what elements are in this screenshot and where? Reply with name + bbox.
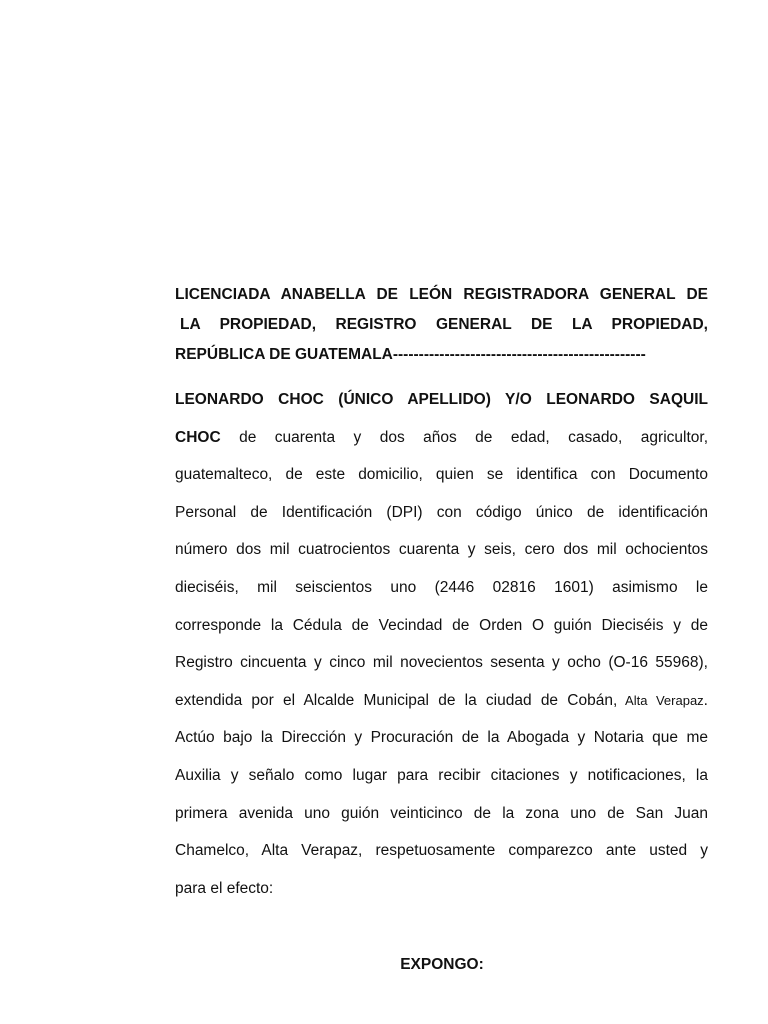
addressee-line-3: REPÚBLICA DE GUATEMALA------------------------------------------------- — [175, 346, 646, 363]
body-line-13: Chamelco, Alta Verapaz, respetuosamente comparezco ante usted y — [175, 842, 708, 860]
body-line-9-end: . — [703, 691, 708, 709]
body-line-8: Registro cincuenta y cinco mil novecientos sesenta y ocho (O-16 55968), — [175, 654, 708, 672]
body-line-2 — [175, 419, 708, 457]
addressee-line-1: LICENCIADA ANABELLA DE LEÓN REGISTRADORA GENERAL DE — [175, 286, 708, 303]
body-line-14: para el efecto: — [175, 879, 274, 897]
body-line-12: primera avenida uno guión veinticinco de la zona uno de San Juan — [175, 804, 708, 822]
body-line-3: guatemalteco, de este domicilio, quien se identifica con Documento — [175, 466, 708, 484]
section-heading: EXPONGO: — [400, 956, 484, 973]
applicant-name: CHOC — [175, 428, 221, 446]
body-line-1: LEONARDO CHOC (ÚNICO APELLIDO) Y/O LEONARDO SAQUIL — [175, 391, 708, 408]
body-line-7: corresponde la Cédula de Vecindad de Orden O guión Dieciséis y de — [175, 616, 708, 634]
body-line-9-small: Alta Verapaz — [617, 692, 704, 708]
addressee-block — [175, 280, 708, 370]
body-line-5: número dos mil cuatrocientos cuarenta y seis, cero dos mil ochocientos — [175, 541, 708, 559]
body-line-11: Auxilia y señalo como lugar para recibir citaciones y notificaciones, la — [175, 766, 708, 784]
body-line-10: Actúo bajo la Dirección y Procuración de la Abogada y Notaria que me — [175, 729, 708, 747]
body-line-2-text: de cuarenta y dos años de edad, casado, agricultor, — [220, 428, 708, 446]
addressee-line-2: LA PROPIEDAD, REGISTRO GENERAL DE LA PROPIEDAD, — [180, 316, 708, 333]
body-line-9 — [175, 682, 708, 720]
body-paragraph — [175, 381, 708, 907]
body-line-4: Personal de Identificación (DPI) con código único de identificación — [175, 503, 708, 521]
body-line-6: dieciséis, mil seiscientos uno (2446 02816 1601) asimismo le — [175, 578, 708, 596]
body-line-9-text: extendida por el Alcalde Municipal de la ciudad de Cobán, — [175, 691, 618, 709]
